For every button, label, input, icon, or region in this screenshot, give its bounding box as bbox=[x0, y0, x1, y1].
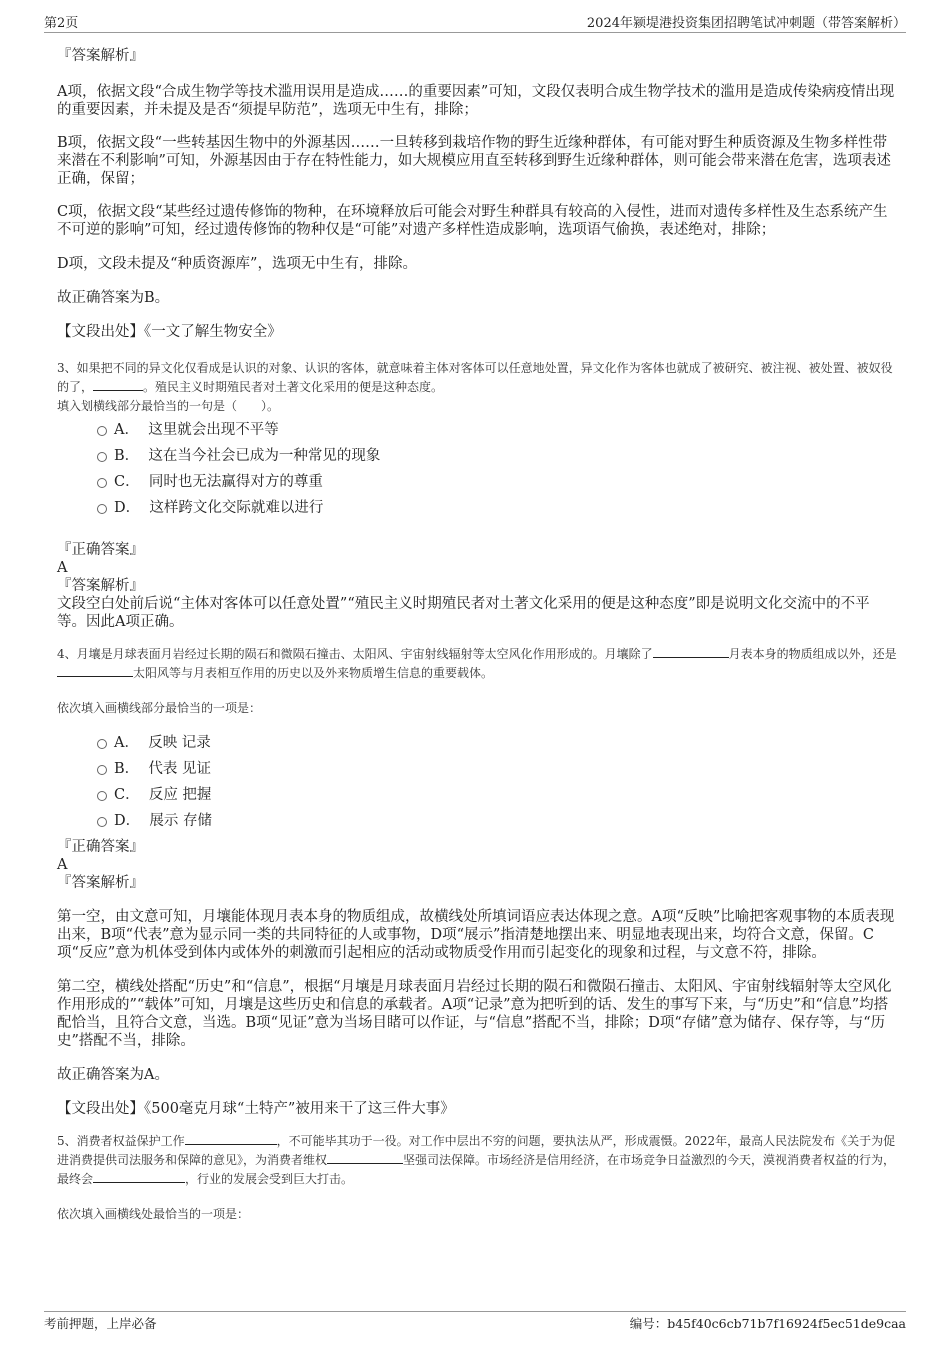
radio-icon[interactable] bbox=[97, 791, 107, 801]
q3-option-b[interactable] bbox=[57, 443, 897, 469]
page-header bbox=[44, 12, 906, 33]
q5-blank-2 bbox=[327, 1151, 403, 1164]
radio-icon[interactable] bbox=[97, 426, 107, 436]
option-text: 反应 把握 bbox=[148, 787, 212, 803]
q5-stem-c: 坚强司法保障。市场经济是信用经济，在市场竞争日益激烈的今天，漠视消费者权益的行为，最终会 bbox=[57, 1153, 896, 1186]
q4-option-c[interactable] bbox=[57, 782, 897, 808]
radio-icon[interactable] bbox=[97, 478, 107, 488]
q4-source: 【文段出处】《500毫克月球“土特产”被用来干了这三件大事》 bbox=[57, 1101, 455, 1117]
q4-stem bbox=[57, 645, 897, 683]
option-letter: D． bbox=[114, 813, 141, 829]
footer-slogan: 考前押题，上岸必备 bbox=[44, 1316, 157, 1331]
option-letter: B． bbox=[114, 761, 140, 777]
q4-option-a[interactable] bbox=[57, 730, 897, 756]
q5-blank-1 bbox=[185, 1132, 277, 1145]
q2-analysis-d: D项，文段未提及“种质资源库”，选项无中生有，排除。 bbox=[57, 256, 417, 272]
option-text: 展示 存储 bbox=[149, 813, 212, 829]
q3-answer: A bbox=[57, 560, 68, 576]
q2-analysis-b: B项，依据文段“一些转基因生物中的外源基因……一旦转移到栽培作物的野生近缘种群体，有可能对野生种质资源及生物多样性带来潜在不利影响”可知，外源基因由于存在特性能力，如大规模应用直至转移到野生近缘种群体，则可能会带来潜在危害，选项表述正确，保留； bbox=[57, 135, 891, 187]
q2-analysis-c: C项，依据文段“某些经过遗传修饰的物种，在环境释放后可能会对野生种群具有较高的入侵性，进而对遗传多样性及生态系统产生不可逆的影响”可知，经过遗传修饰的物种仅是“可能”对遗产多样性造成影响，选项语气偷换，表述绝对，排除； bbox=[57, 204, 888, 238]
q4-option-d[interactable] bbox=[57, 808, 897, 834]
option-text: 这样跨文化交际就难以进行 bbox=[149, 500, 324, 516]
q3-option-c[interactable] bbox=[57, 469, 897, 495]
q2-analysis-label: 『答案解析』 bbox=[57, 48, 144, 64]
q2-analysis-a: A项，依据文段“合成生物学等技术滥用误用是造成……的重要因素”可知，文段仅表明合成生物学技术的滥用是造成传染病疫情出现的重要因素，并未提及是否“须提早防范”，选项无中生有，排除； bbox=[57, 84, 895, 118]
page-number: 第2页 bbox=[44, 16, 79, 31]
radio-icon[interactable] bbox=[97, 765, 107, 775]
q3-stem-a: 3、如果把不同的异文化仅看成是认识的对象、认识的客体，就意味着主体对客体可以任意地处置，异文化作为客体也就成了被研究、被注视、被处置、被奴役的了， bbox=[57, 361, 893, 394]
page-content bbox=[57, 44, 897, 1224]
q5-blank-3 bbox=[93, 1170, 185, 1183]
radio-icon[interactable] bbox=[97, 739, 107, 749]
q3-option-a[interactable] bbox=[57, 417, 897, 443]
q4-analysis-2: 第二空，横线处搭配“历史”和“信息”，根据“月壤是月球表面月岩经过长期的陨石和微陨石撞击、太阳风、宇宙射线辐射等太空风化作用形成的”“载体”可知，月壤是这些历史和信息的承载者。A项“记录”意为把听到的话、发生的事写下来，与“历史”和“信息”均搭配恰当，且符合文意，当选。B项“见证”意为当场目睹可以作证，与“信息”搭配不当，排除；D项“存储”意为储存、保存等，与“历史”搭配不当，排除。 bbox=[57, 979, 892, 1049]
option-text: 代表 见证 bbox=[148, 761, 211, 777]
q5-stem-d: ，行业的发展会受到巨大打击。 bbox=[185, 1172, 354, 1186]
radio-icon[interactable] bbox=[97, 504, 107, 514]
q3-analysis: 文段空白处前后说“主体对客体可以任意处置”“殖民主义时期殖民者对土著文化采用的便是这种态度”即是说明文化交流中的不平等。因此A项正确。 bbox=[57, 596, 870, 630]
q4-blank-2 bbox=[57, 664, 133, 677]
q3-options bbox=[57, 417, 897, 521]
q4-stem-b: 月表本身的物质组成以外，还是 bbox=[728, 647, 897, 661]
option-letter: C． bbox=[114, 474, 140, 490]
q2-conclusion: 故正确答案为B。 bbox=[57, 290, 170, 306]
option-letter: B． bbox=[114, 448, 140, 464]
q4-options bbox=[57, 730, 897, 834]
q3-analysis-label: 『答案解析』 bbox=[57, 578, 144, 594]
q4-option-b[interactable] bbox=[57, 756, 897, 782]
option-text: 这里就会出现不平等 bbox=[148, 422, 279, 438]
option-letter: A． bbox=[114, 735, 139, 751]
option-letter: D． bbox=[114, 500, 141, 516]
q5-stem bbox=[57, 1132, 897, 1189]
q4-blank-1 bbox=[653, 645, 729, 658]
q3-option-d[interactable] bbox=[57, 495, 897, 521]
q5-stem-b: ，不可能毕其功于一役。对工作中层出不穷的问题，要执法从严，形成震慑。2022年，最高人民法院发布《关于为促进消费提供司法服务和保障的意见》，为消费者维权 bbox=[57, 1134, 896, 1167]
option-text: 这在当今社会已成为一种常见的现象 bbox=[148, 448, 381, 464]
q3-prompt: 填入划横线部分最恰当的一句是（ ）。 bbox=[57, 399, 280, 413]
q4-answer-label: 『正确答案』 bbox=[57, 839, 144, 855]
q5-stem-a: 5、消费者权益保护工作 bbox=[57, 1134, 185, 1148]
q3-stem-b: 。殖民主义时期殖民者对土著文化采用的便是这种态度。 bbox=[143, 380, 444, 394]
q4-analysis-label: 『答案解析』 bbox=[57, 875, 144, 891]
q4-stem-a: 4、月壤是月球表面月岩经过长期的陨石和微陨石撞击、太阳风、宇宙射线辐射等太空风化作用形成的。月壤除了 bbox=[57, 647, 653, 661]
radio-icon[interactable] bbox=[97, 817, 107, 827]
q4-prompt: 依次填入画横线部分最恰当的一项是： bbox=[57, 701, 262, 715]
q4-conclusion: 故正确答案为A。 bbox=[57, 1067, 169, 1083]
q4-stem-c: 太阳风等与月表相互作用的历史以及外来物质增生信息的重要载体。 bbox=[133, 666, 494, 680]
q5-prompt: 依次填入画横线处最恰当的一项是： bbox=[57, 1207, 250, 1221]
option-text: 同时也无法赢得对方的尊重 bbox=[148, 474, 323, 490]
footer-document-id: 编号：b45f40c6cb71b7f16924f5ec51de9caa bbox=[629, 1316, 906, 1331]
q4-answer: A bbox=[57, 857, 68, 873]
option-letter: A． bbox=[114, 422, 139, 438]
q2-source: 【文段出处】《一文了解生物安全》 bbox=[57, 324, 282, 340]
q3-blank bbox=[93, 378, 143, 391]
q4-analysis-1: 第一空，由文意可知，月壤能体现月表本身的物质组成，故横线处所填词语应表达体现之意。A项“反映”比喻把客观事物的本质表现出来，B项“代表”意为显示同一类的共同特征的人或事物，D项“展示”指清楚地摆出来、明显地表现出来，均符合文意，保留。C项“反应”意为机体受到体内或体外的刺激而引起相应的活动或物质受作用而引起变化的现象和过程，与文意不符，排除。 bbox=[57, 909, 895, 961]
q3-answer-label: 『正确答案』 bbox=[57, 542, 144, 558]
page-footer bbox=[44, 1311, 906, 1334]
document-title: 2024年颍堤港投资集团招聘笔试冲刺题（带答案解析） bbox=[586, 16, 906, 31]
q3-stem bbox=[57, 359, 897, 397]
option-letter: C． bbox=[114, 787, 140, 803]
radio-icon[interactable] bbox=[97, 452, 107, 462]
option-text: 反映 记录 bbox=[148, 735, 211, 751]
